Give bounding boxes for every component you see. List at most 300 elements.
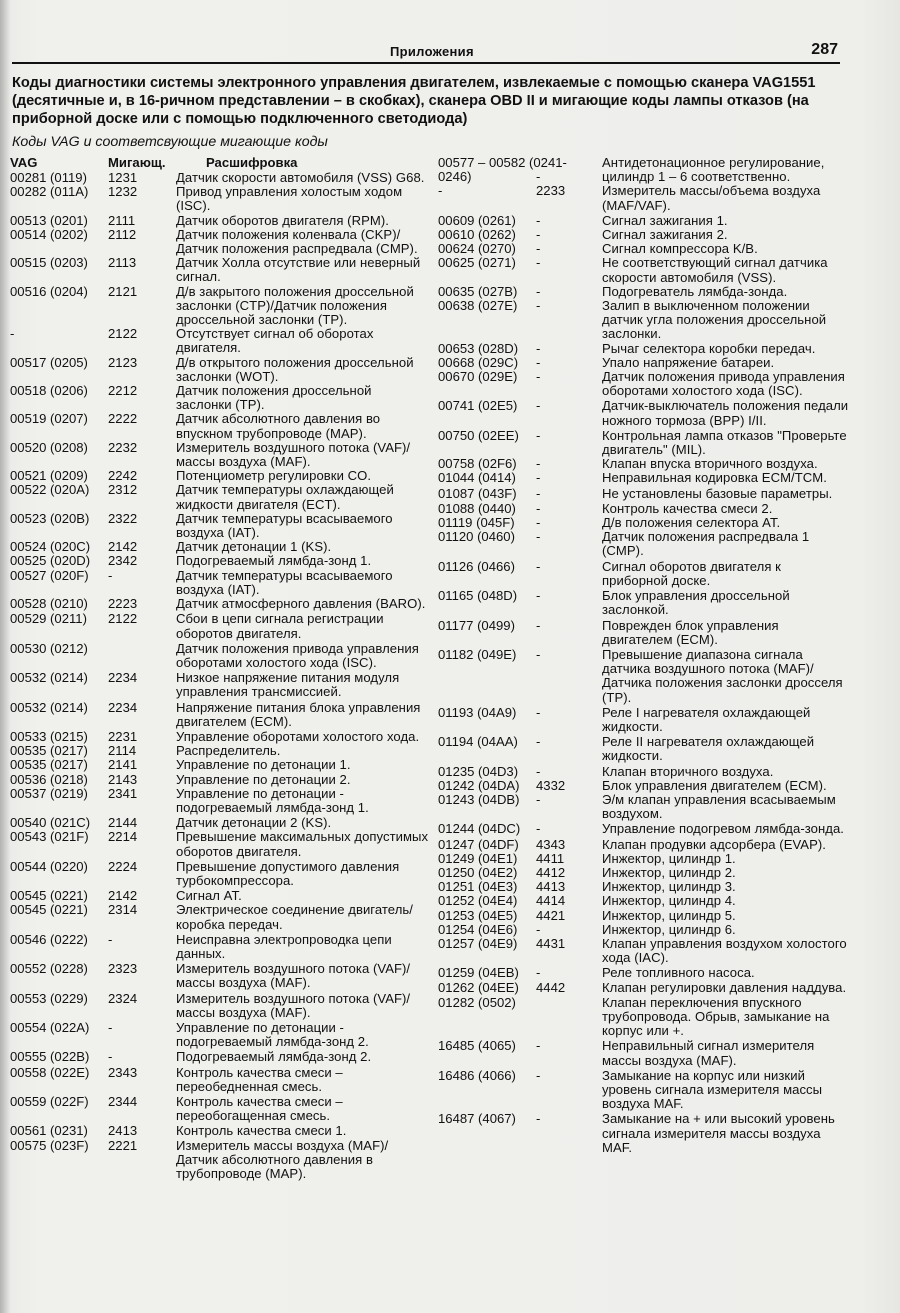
- left-rows: [10, 171, 430, 1181]
- vag-code: 01253 (04E5): [438, 907, 518, 923]
- blink-code: 2122: [108, 611, 138, 627]
- blink-code: 2122: [108, 326, 138, 342]
- vag-code: 00535 (0217): [10, 743, 88, 759]
- vag-code: 01282 (0502): [438, 994, 516, 1010]
- table-row: [10, 1095, 430, 1123]
- table-row: [10, 1066, 430, 1094]
- table-row: [438, 228, 850, 242]
- table-header: [10, 156, 430, 171]
- blink-code: -: [536, 354, 541, 370]
- blink-code: -: [536, 734, 541, 750]
- blink-code: 2314: [108, 902, 138, 918]
- table-row: [10, 256, 430, 284]
- code-description: Замыкание на + или высокий уровень сигнала измерителя массы воздуха MAF.: [602, 1111, 835, 1155]
- blink-code: 2123: [108, 354, 138, 370]
- vag-code: 00537 (0219): [10, 785, 88, 801]
- blink-code: 2142: [108, 888, 138, 904]
- code-description: Датчик детонации 2 (KS).: [176, 815, 332, 831]
- table-row: [438, 981, 850, 995]
- code-description: Инжектор, цилиндр 2.: [602, 864, 736, 880]
- vag-code: 01251 (04E3): [438, 879, 518, 895]
- vag-code: 00561 (0231): [10, 1123, 88, 1139]
- table-row: [438, 285, 850, 299]
- vag-code: 00282 (011A): [10, 184, 89, 200]
- column-header-description: Расшифровка: [206, 155, 298, 170]
- vag-code: 01244 (04DC): [438, 821, 521, 837]
- vag-code: 00638 (027E): [438, 298, 518, 314]
- vag-code: 00741 (02E5): [438, 398, 518, 414]
- table-row: [438, 356, 850, 370]
- table-row: [438, 793, 850, 821]
- table-row: [438, 399, 850, 427]
- table-row: [438, 648, 850, 705]
- blink-code: 2142: [108, 539, 138, 555]
- code-description: Антидетонационное регулирование, цилиндр 1 – 6 соответственно.: [602, 155, 825, 185]
- table-row: [438, 471, 850, 485]
- vag-code: 01243 (04DB): [438, 791, 520, 807]
- vag-code: 01252 (04E4): [438, 893, 518, 909]
- code-description: Датчик положения коленвала (CKP)/Датчик положения распредвала (CMP).: [176, 226, 418, 257]
- code-description: Датчик температуры всасываемого воздуха (IAT).: [176, 510, 393, 541]
- blink-code: 2113: [108, 255, 137, 271]
- vag-code: 00668 (029C): [438, 354, 519, 370]
- code-description: Превышение максимальных допустимых оборотов двигателя.: [176, 829, 429, 859]
- code-description: Не установлены базовые параметры.: [602, 485, 833, 501]
- code-description: Контроль качества смеси – переобедненная смесь.: [176, 1064, 343, 1094]
- blink-code: 2112: [108, 226, 137, 242]
- vag-code: 00609 (0261): [438, 212, 516, 228]
- vag-code: 00513 (0201): [10, 212, 88, 228]
- vag-code: 00529 (0211): [10, 611, 87, 627]
- vag-code: 00545 (0221): [10, 902, 88, 918]
- vag-code: 01235 (04D3): [438, 763, 519, 779]
- vag-code: 00535 (0217): [10, 757, 88, 773]
- blink-code: -: [108, 567, 113, 583]
- code-description: Подогреватель лямбда-зонда.: [602, 283, 788, 299]
- vag-code: 01182 (049E): [438, 646, 517, 662]
- vag-code: 00758 (02F6): [438, 456, 517, 472]
- code-description: Датчик температуры охлаждающей жидкости двигателя (ECT).: [176, 482, 394, 512]
- vag-code: 00519 (0207): [10, 411, 88, 427]
- table-row: [10, 744, 430, 758]
- table-row: [10, 597, 430, 611]
- code-description: Инжектор, цилиндр 3.: [602, 879, 736, 895]
- blink-code: 2231: [108, 728, 138, 744]
- table-row: [438, 530, 850, 558]
- code-description: Низкое напряжение питания модуля управления трансмиссией.: [176, 670, 400, 700]
- code-description: Контроль качества смеси – переобогащенная смесь.: [176, 1094, 343, 1124]
- code-description: Блок управления двигателем (ECM).: [602, 777, 827, 793]
- vag-code: 00523 (020B): [10, 510, 90, 526]
- code-description: Инжектор, цилиндр 5.: [602, 907, 736, 923]
- vag-code: 00525 (020D): [10, 553, 91, 569]
- code-description: Рычаг селектора коробки передач.: [602, 340, 816, 356]
- blink-code: -: [536, 169, 541, 184]
- code-description: Инжектор, цилиндр 6.: [602, 921, 736, 937]
- table-row: [10, 228, 430, 256]
- table-row: [438, 242, 850, 256]
- code-description: Инжектор, цилиндр 4.: [602, 893, 736, 909]
- codes-table-left: [10, 156, 430, 1181]
- vag-code: 01242 (04DA): [438, 777, 520, 793]
- vag-code: 01044 (0414): [438, 470, 516, 486]
- table-row: [10, 214, 430, 228]
- table-row: [10, 185, 430, 213]
- vag-code: 16485 (4065): [438, 1038, 516, 1054]
- code-description: Д/в положения селектора AT.: [602, 515, 781, 531]
- code-description: Измеритель массы/объема воздуха (MAF/VAF).: [602, 183, 821, 213]
- blink-code: -: [536, 398, 541, 414]
- vag-code: 00517 (0205): [10, 354, 88, 370]
- blink-code: -: [536, 1111, 541, 1127]
- table-row: [438, 996, 850, 1039]
- table-row: [438, 619, 850, 647]
- blink-code: 4413: [536, 879, 566, 895]
- blink-code: 2323: [108, 961, 138, 977]
- vag-code: 00558 (022E): [10, 1064, 90, 1080]
- blink-code: 4411: [536, 850, 565, 866]
- code-description: Датчик положения дроссельной заслонки (TP).: [176, 383, 372, 413]
- code-description: Реле II нагревателя охлаждающей жидкости.: [602, 734, 815, 764]
- code-description: Не соответствующий сигнал датчика скорости автомобиля (VSS).: [602, 255, 828, 285]
- blink-code: -: [108, 931, 113, 947]
- blink-code: 2111: [108, 212, 136, 228]
- blink-code: 2343: [108, 1064, 138, 1080]
- code-description: Клапан продувки адсорбера (EVAP).: [602, 836, 826, 852]
- blink-code: -: [536, 821, 541, 837]
- vag-code: 01250 (04E2): [438, 864, 518, 880]
- blink-code: -: [536, 298, 541, 314]
- table-row: [10, 356, 430, 384]
- code-description: Реле топливного насоса.: [602, 965, 755, 981]
- table-row: [438, 516, 850, 530]
- blink-code: 2234: [108, 670, 138, 686]
- code-description: Превышение допустимого давления турбокомпрессора.: [176, 858, 400, 888]
- blink-code: 2224: [108, 858, 138, 874]
- vag-code: 01088 (0440): [438, 500, 516, 516]
- code-description: Поврежден блок управления двигателем (ECM).: [602, 617, 779, 647]
- code-description: Датчик положения привода управления оборотами холостого хода (ISC).: [176, 640, 419, 670]
- table-row: [438, 880, 850, 894]
- table-row: [10, 758, 430, 772]
- code-description: Управление по детонации 2.: [176, 771, 351, 787]
- table-row: [10, 730, 430, 744]
- table-row: [438, 560, 850, 588]
- blink-code: -: [536, 456, 541, 472]
- page-number: 287: [811, 41, 838, 58]
- code-description: Электрическое соединение двигатель/коробка передач.: [176, 902, 413, 932]
- blink-code: -: [536, 704, 541, 720]
- blink-code: -: [536, 558, 541, 574]
- vag-code: -: [438, 183, 443, 199]
- table-row: [438, 487, 850, 501]
- vag-code: 01087 (043F): [438, 485, 517, 501]
- blink-code: 2234: [108, 699, 138, 715]
- blink-code: 2223: [108, 596, 138, 612]
- code-description: Упало напряжение батареи.: [602, 354, 775, 370]
- blink-code: 2121: [108, 283, 138, 299]
- code-description: Измеритель воздушного потока (VAF)/массы воздуха (MAF).: [176, 961, 411, 991]
- blink-code: 4421: [536, 907, 566, 923]
- code-description: Контроль качества смеси 1.: [176, 1123, 347, 1139]
- vag-code: 00527 (020F): [10, 567, 89, 583]
- table-row: [10, 933, 430, 961]
- table-row: [10, 569, 430, 597]
- blink-code: -: [536, 1067, 541, 1083]
- table-row: [438, 1039, 850, 1067]
- code-description: Клапан управления воздухом холостого хода (IAC).: [602, 935, 847, 966]
- table-row: [10, 889, 430, 903]
- code-description: Измеритель массы воздуха (MAF)/ Датчик абсолютного давления в трубопроводе (MAP).: [176, 1137, 389, 1182]
- vag-code: 01194 (04AA): [438, 734, 518, 750]
- code-description: Управление оборотами холостого хода.: [176, 728, 420, 744]
- blink-code: 1231: [108, 170, 138, 185]
- blink-code: 2324: [108, 990, 138, 1006]
- code-description: Подогреваемый лямбда-зонд 2.: [176, 1049, 372, 1065]
- code-description: Реле I нагревателя охлаждающей жидкости.: [602, 704, 811, 734]
- table-row: [10, 612, 430, 640]
- table-row: [438, 214, 850, 228]
- vag-code: 00545 (0221): [10, 888, 88, 904]
- blink-code: -: [536, 485, 541, 501]
- vag-code: 16487 (4067): [438, 1111, 516, 1127]
- code-description: Датчик положения распредвала 1 (CMP).: [602, 529, 810, 559]
- code-description: Управление по детонации 1.: [176, 757, 351, 773]
- blink-code: 2114: [108, 743, 137, 759]
- vag-code: 00575 (023F): [10, 1137, 89, 1153]
- blink-code: 2312: [108, 482, 138, 498]
- code-description: Управление подогревом лямбда-зонда.: [602, 821, 844, 837]
- blink-code: 2233: [536, 183, 566, 199]
- table-row: [438, 342, 850, 356]
- vag-code: 00522 (020A): [10, 482, 90, 498]
- blink-code: 2143: [108, 771, 138, 787]
- table-row: [438, 937, 850, 965]
- blink-code: -: [536, 227, 541, 243]
- blink-code: -: [536, 617, 541, 633]
- vag-code: 01126 (0466): [438, 558, 515, 574]
- vag-code: 00514 (0202): [10, 226, 88, 242]
- code-description: Сигнал компрессора K/B.: [602, 241, 758, 257]
- table-row: [10, 671, 430, 699]
- page-edge-shadow: [0, 0, 10, 1313]
- code-description: Сигнал зажигания 2.: [602, 227, 728, 243]
- table-row: [438, 1069, 850, 1112]
- vag-code: 16486 (4066): [438, 1067, 516, 1083]
- vag-code: 00516 (0204): [10, 283, 88, 299]
- table-row: [438, 457, 850, 471]
- vag-code: 01257 (04E9): [438, 935, 518, 951]
- blink-code: 2144: [108, 815, 138, 831]
- table-row: [10, 554, 430, 568]
- code-description: Измеритель воздушного потока (VAF)/массы воздуха (MAF).: [176, 439, 411, 470]
- blink-code: -: [536, 529, 541, 545]
- blink-code: 2222: [108, 411, 138, 427]
- vag-code: 00518 (0206): [10, 383, 88, 399]
- table-row: [10, 1050, 430, 1064]
- column-header-blink: Мигающ.: [108, 155, 166, 170]
- codes-table-right: [438, 156, 850, 1155]
- table-row: [438, 852, 850, 866]
- table-row: [10, 171, 430, 185]
- code-description: Напряжение питания блока управления двигателем (ECM).: [176, 699, 421, 729]
- code-description: Датчик оборотов двигателя (RPM).: [176, 212, 389, 228]
- blink-code: -: [536, 921, 541, 937]
- vag-code: 00544 (0220): [10, 858, 88, 874]
- table-row: [438, 299, 850, 342]
- table-row: [10, 469, 430, 483]
- code-description: Контроль качества смеси 2.: [602, 500, 773, 516]
- blink-code: -: [536, 515, 541, 531]
- vag-code: 00528 (0210): [10, 596, 88, 612]
- code-description: Датчик детонации 1 (KS).: [176, 539, 332, 555]
- table-row: [10, 701, 430, 729]
- code-description: Залип в выключенном положении датчик угла положения дроссельной заслонки.: [602, 298, 827, 342]
- vag-code: 00552 (0228): [10, 961, 88, 977]
- table-row: [10, 992, 430, 1020]
- code-description: Клапан регулировки давления наддува.: [602, 979, 847, 995]
- blink-code: 2341: [108, 785, 138, 801]
- table-row: [438, 866, 850, 880]
- table-row: [10, 816, 430, 830]
- code-description: Потенциометр регулировки CO.: [176, 468, 372, 484]
- blink-code: 4412: [536, 864, 566, 880]
- table-row: [10, 483, 430, 511]
- table-row: [10, 1021, 430, 1049]
- code-description: Распределитель.: [176, 743, 281, 759]
- vag-code: 00524 (020C): [10, 539, 91, 555]
- table-row: [438, 735, 850, 763]
- code-description: Д/в закрытого положения дроссельной заслонки (CTP)/Датчик положения дроссельной заслонки (TP).: [176, 283, 414, 328]
- blink-code: 2141: [108, 757, 138, 773]
- blink-code: -: [536, 283, 541, 299]
- table-row: [10, 384, 430, 412]
- vag-code: 00520 (0208): [10, 439, 88, 455]
- code-description: Сигнал AT.: [176, 888, 242, 904]
- code-description: Неправильная кодировка ECM/TCM.: [602, 470, 827, 486]
- blink-code: 2214: [108, 829, 138, 845]
- vag-code: 01254 (04E6): [438, 921, 518, 937]
- column-header-vag: VAG: [10, 155, 38, 170]
- blink-code: -: [536, 427, 541, 443]
- table-row: [438, 894, 850, 908]
- blink-code: -: [536, 763, 541, 779]
- code-description: Датчик атмосферного давления (BARO).: [176, 596, 426, 612]
- blink-code: -: [536, 470, 541, 486]
- blink-code: -: [536, 500, 541, 516]
- blink-code: 4442: [536, 979, 566, 995]
- table-row: [438, 706, 850, 734]
- vag-code: 00536 (0218): [10, 771, 88, 787]
- vag-code: 00555 (022B): [10, 1049, 90, 1065]
- table-row: [438, 909, 850, 923]
- table-row: [438, 923, 850, 937]
- code-description: Сигнал оборотов двигателя к приборной доске.: [602, 558, 781, 588]
- code-description: Клапан переключения впускного трубопровода. Обрыв, замыкание на корпус или +.: [602, 994, 830, 1039]
- blink-code: -: [536, 212, 541, 228]
- blink-code: -: [536, 588, 541, 604]
- vag-code: 00624 (0270): [438, 241, 516, 257]
- blink-code: 2212: [108, 383, 138, 399]
- blink-code: -: [536, 1038, 541, 1054]
- table-row: [438, 156, 850, 184]
- table-row: [438, 1112, 850, 1155]
- table-row: [10, 412, 430, 440]
- table-row: [10, 512, 430, 540]
- vag-code: -: [10, 326, 15, 342]
- right-rows: [438, 156, 850, 1155]
- vag-code: 00530 (0212): [10, 640, 88, 656]
- blink-code: -: [536, 241, 541, 257]
- table-row: [10, 441, 430, 469]
- blink-code: 2342: [108, 553, 138, 569]
- blink-code: -: [536, 255, 541, 271]
- table-row: [438, 184, 850, 212]
- vag-code: 01193 (04A9): [438, 704, 517, 720]
- vag-code: 00532 (0214): [10, 670, 88, 686]
- table-row: [438, 502, 850, 516]
- blink-code: -: [536, 340, 541, 356]
- code-description: Датчик Холла отсутствие или неверный сигнал.: [176, 255, 421, 285]
- blink-code: 2242: [108, 468, 138, 484]
- code-description: Сбои в цепи сигнала регистрации оборотов двигателя.: [176, 611, 384, 641]
- vag-code: 01119 (045F): [438, 515, 515, 531]
- table-row: [10, 1139, 430, 1182]
- table-row: [438, 822, 850, 836]
- vag-code: 00750 (02EE): [438, 427, 519, 443]
- code-description: Управление по детонации - подогреваемый лямбда-зонд 2.: [176, 1019, 369, 1050]
- vag-code: 00610 (0262): [438, 227, 516, 243]
- blink-code: 2344: [108, 1094, 138, 1109]
- table-row: [10, 285, 430, 328]
- vag-code: 01249 (04E1): [438, 850, 518, 866]
- vag-code: 01247 (04DF): [438, 836, 519, 852]
- vag-code: 01165 (048D): [438, 588, 518, 604]
- vag-code: 00540 (021C): [10, 815, 91, 831]
- table-row: [10, 1124, 430, 1138]
- code-description: Датчик-выключатель положения педали ножного тормоза (BPP) I/II.: [602, 398, 849, 428]
- code-description: Неисправна электропроводка цепи данных.: [176, 931, 392, 961]
- blink-code: -: [536, 791, 541, 807]
- blink-code: 1232: [108, 184, 138, 200]
- blink-code: -: [108, 1019, 113, 1035]
- blink-code: 4332: [536, 777, 566, 793]
- vag-code: 00546 (0222): [10, 931, 88, 947]
- vag-code: 00670 (029E): [438, 369, 518, 385]
- vag-code: 00554 (022A): [10, 1019, 90, 1035]
- code-description: Отсутствует сигнал об оборотах двигателя.: [176, 326, 374, 356]
- vag-code: 00543 (021F): [10, 829, 89, 845]
- code-description: Датчик температуры всасываемого воздуха (IAT).: [176, 567, 393, 597]
- blink-code: 4414: [536, 893, 566, 909]
- vag-code: 00653 (028D): [438, 340, 519, 356]
- blink-code: 2322: [108, 510, 138, 526]
- blink-code: 2413: [108, 1123, 138, 1139]
- section-title: Коды диагностики системы электронного управления двигателем, извлекаемые с помощью сканера VAG1551 (десятичные и, в 16-ричном представлении – в скобках), сканера OBD II и мигающие коды лампы отказов (на приборной доске или с помощью подключенного светодиода): [12, 75, 816, 127]
- table-row: [438, 370, 850, 398]
- vag-code: 00521 (0209): [10, 468, 88, 484]
- table-row: [438, 256, 850, 284]
- vag-code: 00533 (0215): [10, 728, 88, 744]
- page-header: [12, 40, 840, 64]
- code-description: Замыкание на корпус или низкий уровень сигнала измерителя массы воздуха MAF.: [602, 1067, 823, 1112]
- blink-code: 2232: [108, 439, 138, 455]
- blink-code: -: [536, 646, 541, 662]
- blink-code: -: [536, 965, 541, 981]
- vag-code: 00559 (022F): [10, 1094, 89, 1109]
- code-description: Измеритель воздушного потока (VAF)/массы воздуха (MAF).: [176, 990, 411, 1020]
- table-row: [10, 860, 430, 888]
